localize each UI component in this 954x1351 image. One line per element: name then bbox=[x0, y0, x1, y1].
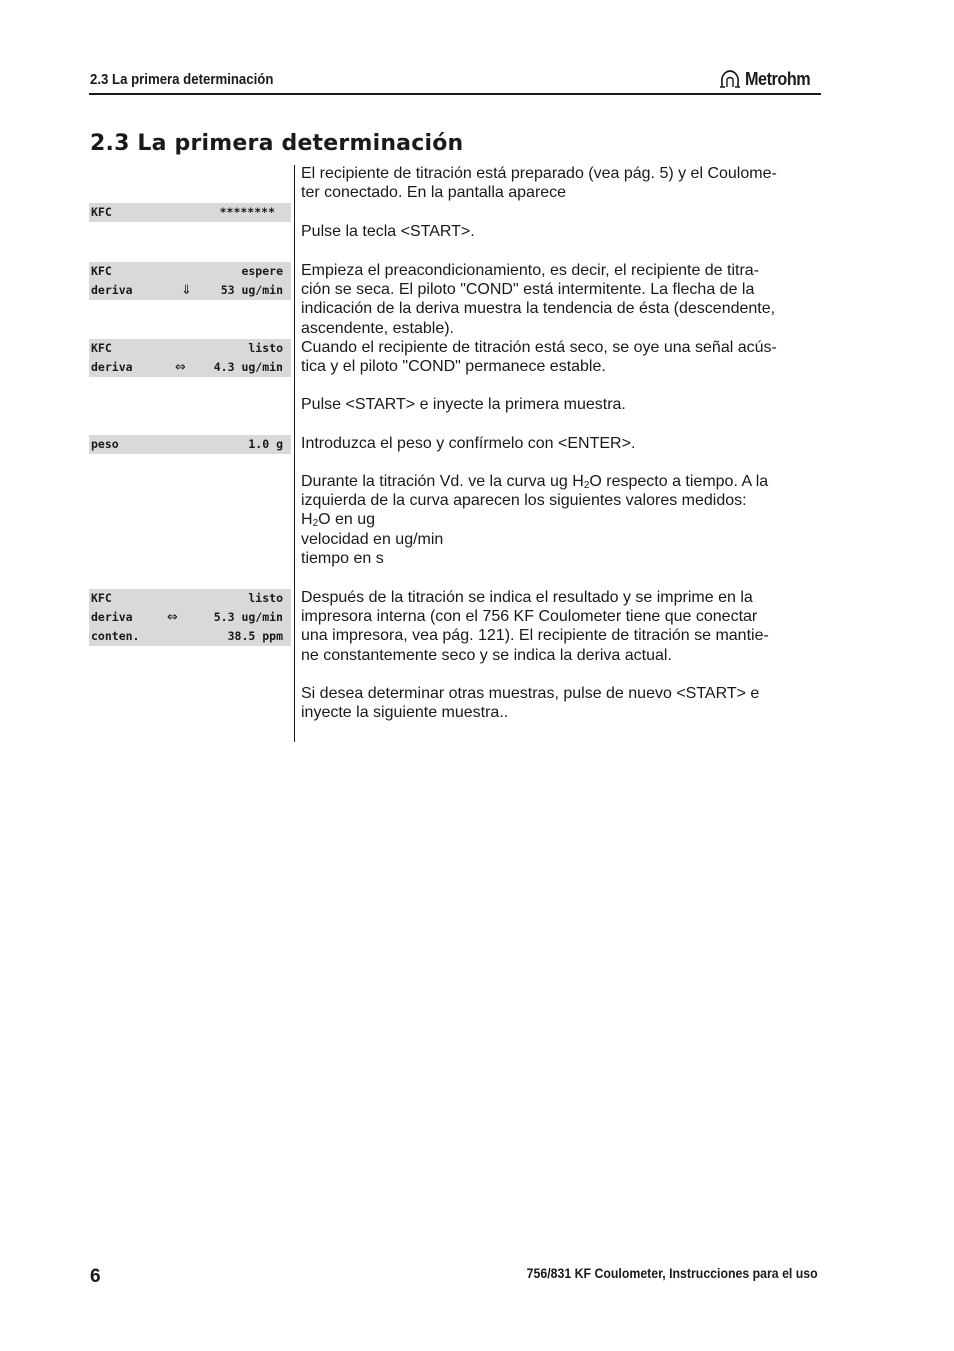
display-value: listo bbox=[248, 341, 283, 355]
section-heading: 2.3 La primera determinación bbox=[90, 131, 464, 156]
text-line: Empieza el preacondicionamiento, es decir, el recipiente de titra- bbox=[301, 262, 760, 279]
page-number: 6 bbox=[90, 1266, 101, 1287]
footer-document-title: 756/831 KF Coulometer, Instrucciones para el uso bbox=[526, 1265, 818, 1281]
display-row bbox=[89, 281, 291, 300]
display-screen-ready bbox=[89, 339, 291, 377]
display-screen-conditioning bbox=[89, 262, 291, 300]
display-row bbox=[89, 358, 291, 377]
brand-logo bbox=[719, 68, 818, 90]
paragraph-ready bbox=[301, 338, 821, 376]
display-value: 5.3 ug/min bbox=[213, 610, 283, 624]
text-line: Cuando el recipiente de titración está seco, se oye una señal acús- bbox=[301, 339, 777, 356]
text-line: Pulse <START> e inyecte la primera muestra. bbox=[301, 396, 626, 413]
display-label: conten. bbox=[91, 629, 140, 643]
display-value: listo bbox=[248, 591, 283, 605]
text-line: impresora interna (con el 756 KF Coulometer tiene que conectar bbox=[301, 608, 758, 626]
display-label: KFC bbox=[91, 264, 112, 278]
text-line: ne constantemente seco y se indica la deriva actual. bbox=[301, 646, 672, 664]
text-line: Pulse la tecla <START>. bbox=[301, 223, 475, 240]
display-value: 1.0 g bbox=[248, 437, 283, 451]
display-row bbox=[89, 435, 291, 454]
text-line: ter conectado. En la pantalla aparece bbox=[301, 184, 567, 202]
display-value: ******** bbox=[219, 205, 275, 219]
text-line: ción se seca. El piloto "COND" está intermitente. La flecha de la bbox=[301, 281, 755, 299]
display-label: KFC bbox=[91, 591, 112, 605]
running-header-title: 2.3 La primera determinación bbox=[90, 71, 274, 88]
header-rule bbox=[89, 93, 821, 95]
paragraph-intro bbox=[301, 164, 821, 202]
drift-stable-arrow-icon: ⇔ bbox=[167, 610, 178, 625]
display-label: KFC bbox=[91, 205, 112, 219]
text-line: inyecte la siguiente muestra.. bbox=[301, 704, 509, 722]
text-line: Introduzca el peso y confírmelo con <ENTER>. bbox=[301, 435, 636, 452]
text-line: izquierda de la curva aparecen los siguientes valores medidos: bbox=[301, 492, 747, 510]
paragraph-conditioning bbox=[301, 261, 821, 338]
text-line: una impresora, vea pág. 121). El recipiente de titración se mantie- bbox=[301, 627, 769, 645]
display-row bbox=[89, 339, 291, 358]
display-value: 4.3 ug/min bbox=[213, 360, 283, 374]
paragraph-more-samples bbox=[301, 684, 821, 722]
paragraph-enter-weight bbox=[301, 434, 821, 453]
text-line: El recipiente de titración está preparado (vea pág. 5) y el Coulome- bbox=[301, 165, 777, 182]
display-value: espere bbox=[241, 264, 283, 278]
display-value: 38.5 ppm bbox=[227, 629, 283, 643]
brand-name: Metrohm bbox=[745, 68, 811, 89]
display-screen-result bbox=[89, 589, 291, 646]
display-label: deriva bbox=[91, 360, 133, 374]
display-row bbox=[89, 627, 291, 646]
display-row bbox=[89, 262, 291, 281]
display-row bbox=[89, 608, 291, 627]
paragraph-press-start bbox=[301, 222, 821, 241]
text-line: ascendente, estable). bbox=[301, 319, 454, 337]
display-screen-weight bbox=[89, 435, 291, 454]
drift-stable-arrow-icon: ⇔ bbox=[175, 360, 186, 375]
display-label: deriva bbox=[91, 283, 133, 297]
column-divider bbox=[294, 165, 295, 742]
display-row bbox=[89, 589, 291, 608]
display-label: KFC bbox=[91, 341, 112, 355]
display-screen-initial bbox=[89, 203, 291, 222]
text-line: $H_2O$ en ug bbox=[301, 511, 376, 530]
paragraph-result bbox=[301, 588, 821, 665]
drift-down-arrow-icon: ⇓ bbox=[181, 283, 192, 298]
text-line: tica y el piloto "COND" permanece estable. bbox=[301, 358, 606, 376]
display-value: 53 ug/min bbox=[220, 283, 283, 297]
display-label: deriva bbox=[91, 610, 133, 624]
text-line: Durante la titración Vd. ve la curva ug $H_2O$ respecto a tiempo. A la bbox=[301, 473, 769, 491]
text-line: velocidad en ug/min bbox=[301, 530, 444, 548]
text-line: indicación de la deriva muestra la tendencia de ésta (descendente, bbox=[301, 300, 776, 318]
display-label: peso bbox=[91, 437, 119, 451]
paragraph-titration-curve bbox=[301, 472, 821, 568]
metrohm-logo-icon bbox=[719, 69, 741, 89]
paragraph-inject-sample bbox=[301, 395, 821, 414]
text-line: Si desea determinar otras muestras, pulse de nuevo <START> e bbox=[301, 685, 760, 702]
display-row bbox=[89, 203, 291, 222]
text-line: tiempo en s bbox=[301, 549, 384, 567]
text-line: Después de la titración se indica el resultado y se imprime en la bbox=[301, 589, 753, 606]
